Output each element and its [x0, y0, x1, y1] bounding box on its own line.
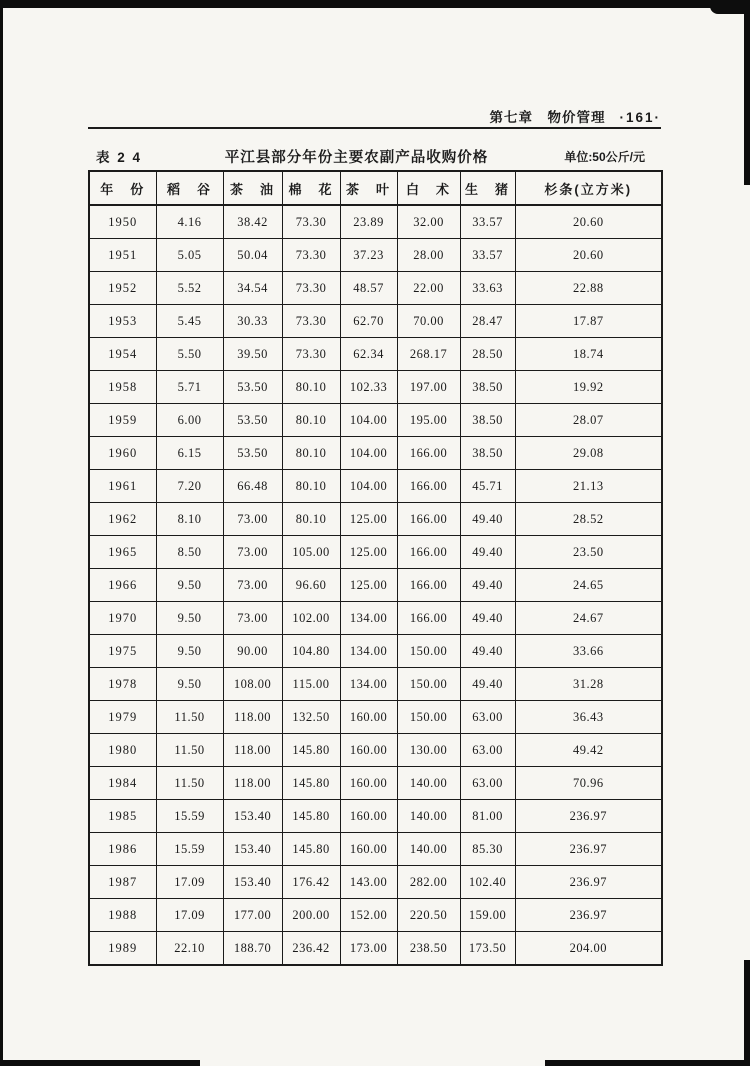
value-cell: 70.96: [515, 767, 662, 800]
year-cell: 1988: [89, 899, 156, 932]
value-cell: 38.50: [460, 371, 515, 404]
year-cell: 1952: [89, 272, 156, 305]
column-header: 棉 花: [282, 171, 340, 205]
value-cell: 153.40: [223, 833, 282, 866]
value-cell: 85.30: [460, 833, 515, 866]
value-cell: 268.17: [397, 338, 460, 371]
running-header: [88, 106, 661, 126]
table-row: [89, 272, 662, 305]
column-header: 茶 叶: [340, 171, 397, 205]
year-cell: 1986: [89, 833, 156, 866]
table-row: [89, 668, 662, 701]
value-cell: 23.89: [340, 205, 397, 239]
value-cell: 20.60: [515, 205, 662, 239]
value-cell: 73.00: [223, 503, 282, 536]
value-cell: 153.40: [223, 866, 282, 899]
value-cell: 236.97: [515, 833, 662, 866]
value-cell: 28.00: [397, 239, 460, 272]
table-row: [89, 404, 662, 437]
value-cell: 49.40: [460, 635, 515, 668]
value-cell: 177.00: [223, 899, 282, 932]
value-cell: 159.00: [460, 899, 515, 932]
value-cell: 50.04: [223, 239, 282, 272]
value-cell: 45.71: [460, 470, 515, 503]
table-row: [89, 932, 662, 966]
year-cell: 1959: [89, 404, 156, 437]
value-cell: 173.50: [460, 932, 515, 966]
value-cell: 160.00: [340, 734, 397, 767]
value-cell: 17.09: [156, 899, 223, 932]
value-cell: 70.00: [397, 305, 460, 338]
value-cell: 143.00: [340, 866, 397, 899]
value-cell: 140.00: [397, 800, 460, 833]
value-cell: 33.63: [460, 272, 515, 305]
value-cell: 28.52: [515, 503, 662, 536]
value-cell: 118.00: [223, 734, 282, 767]
value-cell: 125.00: [340, 536, 397, 569]
header-row: [89, 171, 662, 205]
value-cell: 33.57: [460, 205, 515, 239]
value-cell: 153.40: [223, 800, 282, 833]
table-row: [89, 767, 662, 800]
value-cell: 31.28: [515, 668, 662, 701]
table-row: [89, 470, 662, 503]
value-cell: 24.65: [515, 569, 662, 602]
value-cell: 53.50: [223, 371, 282, 404]
header-rule: [88, 127, 661, 129]
column-header: 稻 谷: [156, 171, 223, 205]
table-row: [89, 536, 662, 569]
value-cell: 7.20: [156, 470, 223, 503]
year-cell: 1985: [89, 800, 156, 833]
year-cell: 1978: [89, 668, 156, 701]
value-cell: 104.00: [340, 437, 397, 470]
value-cell: 73.30: [282, 305, 340, 338]
table-row: [89, 239, 662, 272]
value-cell: 62.70: [340, 305, 397, 338]
value-cell: 134.00: [340, 668, 397, 701]
value-cell: 238.50: [397, 932, 460, 966]
value-cell: 39.50: [223, 338, 282, 371]
value-cell: 102.33: [340, 371, 397, 404]
value-cell: 22.00: [397, 272, 460, 305]
value-cell: 28.50: [460, 338, 515, 371]
year-cell: 1954: [89, 338, 156, 371]
table-row: [89, 635, 662, 668]
year-cell: 1966: [89, 569, 156, 602]
value-cell: 104.00: [340, 404, 397, 437]
scan-artifact-right-top: [744, 0, 750, 185]
year-cell: 1962: [89, 503, 156, 536]
value-cell: 160.00: [340, 800, 397, 833]
value-cell: 134.00: [340, 635, 397, 668]
value-cell: 73.30: [282, 272, 340, 305]
value-cell: 80.10: [282, 470, 340, 503]
value-cell: 80.10: [282, 404, 340, 437]
table-row: [89, 866, 662, 899]
value-cell: 19.92: [515, 371, 662, 404]
value-cell: 8.10: [156, 503, 223, 536]
year-cell: 1958: [89, 371, 156, 404]
value-cell: 150.00: [397, 635, 460, 668]
value-cell: 150.00: [397, 668, 460, 701]
value-cell: 166.00: [397, 536, 460, 569]
value-cell: 21.13: [515, 470, 662, 503]
scan-artifact-bottom-left: [0, 1060, 200, 1066]
value-cell: 32.00: [397, 205, 460, 239]
value-cell: 236.97: [515, 866, 662, 899]
value-cell: 24.67: [515, 602, 662, 635]
value-cell: 11.50: [156, 767, 223, 800]
value-cell: 11.50: [156, 734, 223, 767]
scan-artifact-corner: [710, 0, 750, 14]
table-row: [89, 833, 662, 866]
value-cell: 5.45: [156, 305, 223, 338]
value-cell: 38.50: [460, 437, 515, 470]
table-head: [89, 171, 662, 205]
value-cell: 9.50: [156, 602, 223, 635]
value-cell: 37.23: [340, 239, 397, 272]
value-cell: 73.30: [282, 338, 340, 371]
table-row: [89, 437, 662, 470]
value-cell: 80.10: [282, 371, 340, 404]
value-cell: 15.59: [156, 833, 223, 866]
value-cell: 49.42: [515, 734, 662, 767]
value-cell: 236.42: [282, 932, 340, 966]
value-cell: 53.50: [223, 404, 282, 437]
value-cell: 5.52: [156, 272, 223, 305]
table-row: [89, 371, 662, 404]
value-cell: 166.00: [397, 503, 460, 536]
year-cell: 1951: [89, 239, 156, 272]
value-cell: 166.00: [397, 602, 460, 635]
table-row: [89, 800, 662, 833]
value-cell: 5.50: [156, 338, 223, 371]
year-cell: 1953: [89, 305, 156, 338]
table-row: [89, 899, 662, 932]
scan-artifact-right-bottom: [744, 960, 750, 1066]
value-cell: 20.60: [515, 239, 662, 272]
year-cell: 1984: [89, 767, 156, 800]
value-cell: 188.70: [223, 932, 282, 966]
value-cell: 160.00: [340, 701, 397, 734]
value-cell: 90.00: [223, 635, 282, 668]
column-header: 年 份: [89, 171, 156, 205]
value-cell: 38.50: [460, 404, 515, 437]
value-cell: 236.97: [515, 899, 662, 932]
value-cell: 140.00: [397, 767, 460, 800]
value-cell: 5.71: [156, 371, 223, 404]
value-cell: 160.00: [340, 833, 397, 866]
value-cell: 104.00: [340, 470, 397, 503]
table-row: [89, 569, 662, 602]
value-cell: 73.30: [282, 205, 340, 239]
table-row: [89, 701, 662, 734]
value-cell: 4.16: [156, 205, 223, 239]
table-row: [89, 602, 662, 635]
value-cell: 53.50: [223, 437, 282, 470]
value-cell: 81.00: [460, 800, 515, 833]
value-cell: 62.34: [340, 338, 397, 371]
value-cell: 80.10: [282, 437, 340, 470]
table-body: [89, 205, 662, 965]
value-cell: 125.00: [340, 569, 397, 602]
value-cell: 66.48: [223, 470, 282, 503]
table-unit: 单位:50公斤/元: [564, 149, 645, 164]
value-cell: 160.00: [340, 767, 397, 800]
year-cell: 1970: [89, 602, 156, 635]
value-cell: 145.80: [282, 800, 340, 833]
value-cell: 282.00: [397, 866, 460, 899]
value-cell: 73.30: [282, 239, 340, 272]
value-cell: 140.00: [397, 833, 460, 866]
year-cell: 1961: [89, 470, 156, 503]
value-cell: 166.00: [397, 437, 460, 470]
year-cell: 1979: [89, 701, 156, 734]
year-cell: 1987: [89, 866, 156, 899]
year-cell: 1989: [89, 932, 156, 966]
year-cell: 1960: [89, 437, 156, 470]
value-cell: 132.50: [282, 701, 340, 734]
value-cell: 104.80: [282, 635, 340, 668]
value-cell: 49.40: [460, 503, 515, 536]
value-cell: 34.54: [223, 272, 282, 305]
value-cell: 204.00: [515, 932, 662, 966]
scan-artifact-top: [0, 0, 750, 8]
column-header: 茶 油: [223, 171, 282, 205]
table-row: [89, 734, 662, 767]
page-number: ·161·: [619, 110, 661, 125]
value-cell: 80.10: [282, 503, 340, 536]
value-cell: 17.87: [515, 305, 662, 338]
value-cell: 49.40: [460, 569, 515, 602]
table-row: [89, 205, 662, 239]
value-cell: 150.00: [397, 701, 460, 734]
value-cell: 130.00: [397, 734, 460, 767]
value-cell: 73.00: [223, 569, 282, 602]
value-cell: 9.50: [156, 668, 223, 701]
value-cell: 8.50: [156, 536, 223, 569]
table-row: [89, 503, 662, 536]
value-cell: 48.57: [340, 272, 397, 305]
value-cell: 145.80: [282, 767, 340, 800]
table-label: 表 2 4: [96, 150, 143, 165]
year-cell: 1965: [89, 536, 156, 569]
value-cell: 236.97: [515, 800, 662, 833]
value-cell: 134.00: [340, 602, 397, 635]
value-cell: 11.50: [156, 701, 223, 734]
value-cell: 166.00: [397, 470, 460, 503]
value-cell: 166.00: [397, 569, 460, 602]
value-cell: 73.00: [223, 536, 282, 569]
value-cell: 5.05: [156, 239, 223, 272]
price-table: [88, 170, 663, 966]
value-cell: 200.00: [282, 899, 340, 932]
year-cell: 1975: [89, 635, 156, 668]
scan-artifact-left: [0, 0, 3, 1066]
value-cell: 6.00: [156, 404, 223, 437]
value-cell: 29.08: [515, 437, 662, 470]
value-cell: 63.00: [460, 701, 515, 734]
value-cell: 73.00: [223, 602, 282, 635]
value-cell: 125.00: [340, 503, 397, 536]
value-cell: 96.60: [282, 569, 340, 602]
value-cell: 220.50: [397, 899, 460, 932]
chapter-title: 第七章 物价管理: [489, 110, 606, 125]
value-cell: 36.43: [515, 701, 662, 734]
value-cell: 105.00: [282, 536, 340, 569]
value-cell: 22.10: [156, 932, 223, 966]
value-cell: 195.00: [397, 404, 460, 437]
table-title: 平江县部分年份主要农副产品收购价格: [224, 149, 489, 166]
value-cell: 30.33: [223, 305, 282, 338]
value-cell: 63.00: [460, 767, 515, 800]
value-cell: 108.00: [223, 668, 282, 701]
value-cell: 115.00: [282, 668, 340, 701]
value-cell: 152.00: [340, 899, 397, 932]
value-cell: 28.07: [515, 404, 662, 437]
value-cell: 49.40: [460, 668, 515, 701]
value-cell: 38.42: [223, 205, 282, 239]
value-cell: 15.59: [156, 800, 223, 833]
scan-artifact-bottom-right: [545, 1060, 750, 1066]
value-cell: 23.50: [515, 536, 662, 569]
value-cell: 49.40: [460, 536, 515, 569]
value-cell: 18.74: [515, 338, 662, 371]
value-cell: 176.42: [282, 866, 340, 899]
value-cell: 28.47: [460, 305, 515, 338]
value-cell: 9.50: [156, 635, 223, 668]
value-cell: 33.57: [460, 239, 515, 272]
table-row: [89, 305, 662, 338]
value-cell: 118.00: [223, 767, 282, 800]
value-cell: 118.00: [223, 701, 282, 734]
value-cell: 17.09: [156, 866, 223, 899]
table-row: [89, 338, 662, 371]
value-cell: 145.80: [282, 833, 340, 866]
value-cell: 102.00: [282, 602, 340, 635]
value-cell: 22.88: [515, 272, 662, 305]
column-header: 杉条(立方米): [515, 171, 662, 205]
value-cell: 9.50: [156, 569, 223, 602]
year-cell: 1980: [89, 734, 156, 767]
year-cell: 1950: [89, 205, 156, 239]
value-cell: 6.15: [156, 437, 223, 470]
column-header: 生 猪: [460, 171, 515, 205]
value-cell: 63.00: [460, 734, 515, 767]
column-header: 白 术: [397, 171, 460, 205]
value-cell: 102.40: [460, 866, 515, 899]
value-cell: 145.80: [282, 734, 340, 767]
value-cell: 173.00: [340, 932, 397, 966]
value-cell: 49.40: [460, 602, 515, 635]
table-caption: [88, 143, 661, 169]
value-cell: 33.66: [515, 635, 662, 668]
value-cell: 197.00: [397, 371, 460, 404]
